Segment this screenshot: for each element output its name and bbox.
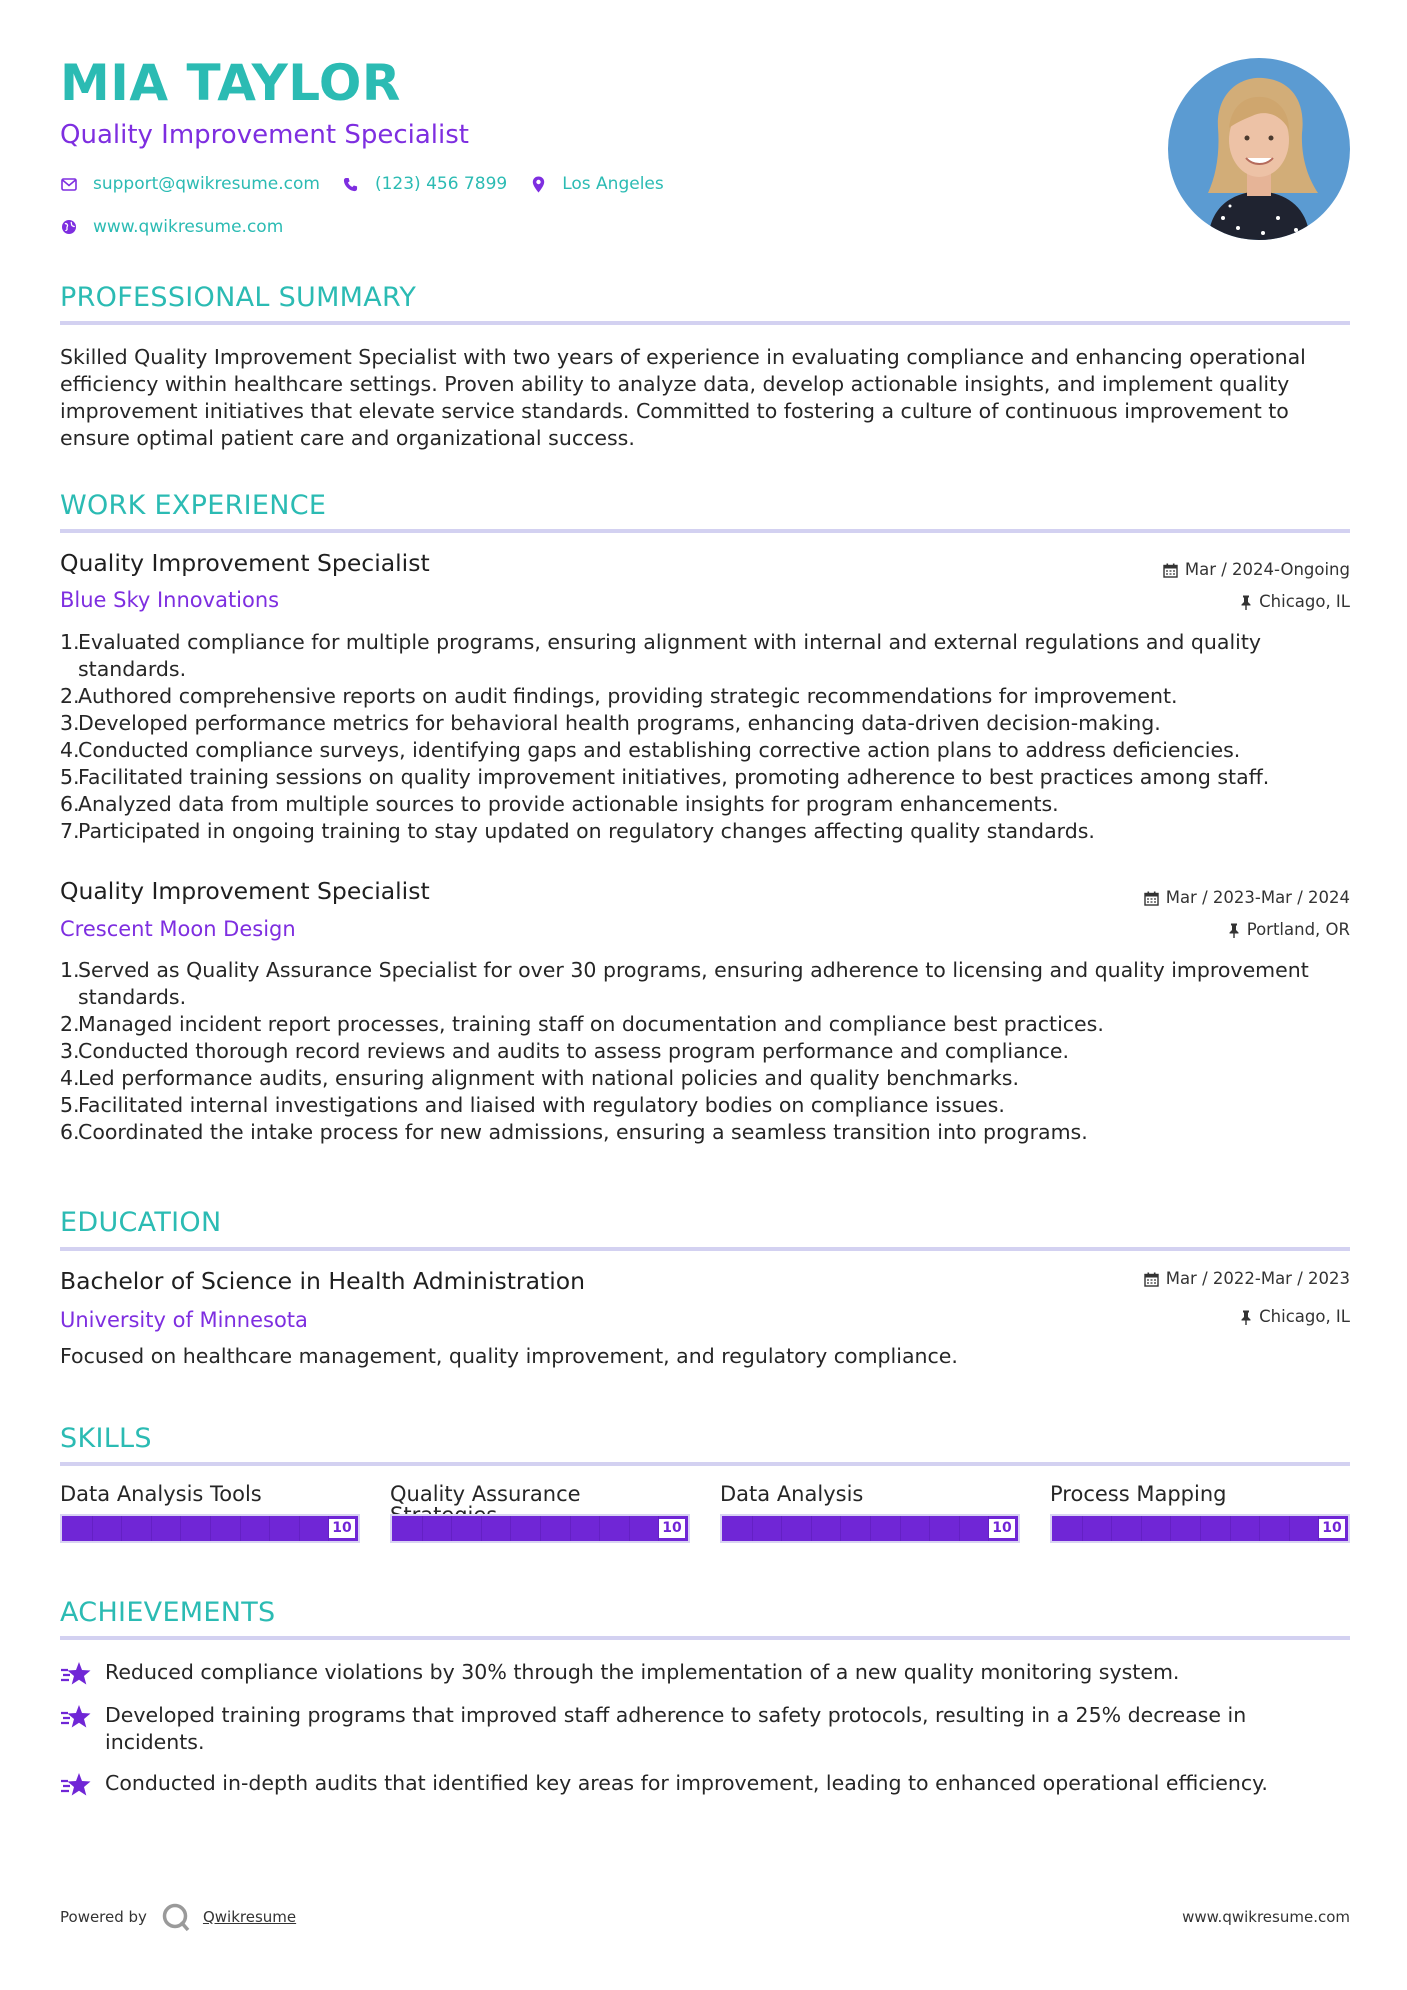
job-bullet (60, 683, 1350, 710)
bullet-text: Participated in ongoing training to stay updated on regulatory changes affecting quality standards. (78, 819, 1095, 843)
job-bullet (60, 737, 1350, 764)
skill-rating: 10 (659, 1519, 685, 1538)
star-icon (60, 1659, 92, 1691)
education-description: Focused on healthcare management, quality improvement, and regulatory compliance. (60, 1344, 958, 1368)
skill-bar-segment (1111, 1516, 1112, 1541)
bullet-text: Facilitated internal investigations and liaised with regulatory bodies on compliance issues. (78, 1093, 1005, 1117)
email-link[interactable]: support@qwikresume.com (93, 173, 320, 194)
bullet-number: 2. (60, 684, 80, 708)
skill-bar-segment (752, 1516, 753, 1541)
skill-bar-segment (92, 1516, 93, 1541)
education-dates (1144, 1271, 1350, 1288)
powered-by-label: Powered by (60, 1908, 147, 1926)
job-bullet (60, 1092, 1350, 1119)
skill-bar-segment (1259, 1516, 1260, 1541)
skill-bar-segment (1230, 1516, 1231, 1541)
job-role: Quality Improvement Specialist (60, 877, 430, 905)
skills-heading: SKILLS (60, 1423, 152, 1454)
skill-rating-bar (390, 1514, 690, 1543)
job-bullet (60, 1119, 1350, 1146)
skills-list (60, 1484, 1350, 1543)
skill-bar-segment (269, 1516, 270, 1541)
bullet-number: 1. (60, 630, 80, 654)
bullet-text: Served as Quality Assurance Specialist for over 30 programs, ensuring adherence to licensing and quality improvement standards. (78, 958, 1309, 1009)
bullet-number: 2. (60, 1012, 80, 1036)
skill-bar-segment (929, 1516, 930, 1541)
skill-label: Data Analysis Tools (60, 1482, 262, 1506)
section-divider (60, 1462, 1350, 1466)
skill-bar-segment (870, 1516, 871, 1541)
achievement-text: Developed training programs that improved staff adherence to safety protocols, resulting in a 25% decrease in incidents. (105, 1703, 1247, 1754)
skill-bar-segment (811, 1516, 812, 1541)
job-location (1240, 594, 1350, 611)
job-company: Blue Sky Innovations (60, 588, 280, 612)
skill-bar-segment (1082, 1516, 1083, 1541)
skill-item (390, 1484, 690, 1543)
bullet-number: 6. (60, 792, 80, 816)
job-bullet (60, 957, 1350, 1011)
job-bullet (60, 710, 1350, 737)
section-divider (60, 1636, 1350, 1640)
skill-rating: 10 (1319, 1519, 1345, 1538)
envelope-icon (60, 175, 78, 193)
location-pin-icon (529, 175, 547, 193)
job-bullet (60, 629, 1350, 683)
skill-bar-segment (510, 1516, 511, 1541)
bullet-number: 1. (60, 958, 80, 982)
bullet-number: 3. (60, 1039, 80, 1063)
skill-label: Quality Assurance (390, 1482, 581, 1506)
contact-row (60, 175, 686, 193)
bullet-text: Evaluated compliance for multiple programs, ensuring alignment with internal and external regulations and quality standards. (78, 630, 1262, 681)
skill-bar-segment (422, 1516, 423, 1541)
skill-bar-segment (1170, 1516, 1171, 1541)
bullet-text: Analyzed data from multiple sources to provide actionable insights for program enhancements. (78, 792, 1059, 816)
job-bullet (60, 818, 1350, 845)
skill-rating-bar (720, 1514, 1020, 1543)
job-location-text: Chicago, IL (1259, 592, 1350, 611)
skill-bar-segment (451, 1516, 452, 1541)
skill-bar-segment (781, 1516, 782, 1541)
section-divider (60, 1247, 1350, 1251)
skill-label: Process Mapping (1050, 1482, 1227, 1506)
job-location-text: Portland, OR (1246, 920, 1350, 939)
skill-label: Data Analysis (720, 1482, 864, 1506)
job-bullet (60, 764, 1350, 791)
location-text: Los Angeles (562, 173, 664, 194)
achievements-heading: ACHIEVEMENTS (60, 1597, 276, 1628)
skill-bar-segment (629, 1516, 630, 1541)
achievement-text: Reduced compliance violations by 30% through the implementation of a new quality monitoring system. (105, 1660, 1180, 1684)
phone-icon (342, 175, 360, 193)
skill-bar-segment (151, 1516, 152, 1541)
skill-bar-segment (240, 1516, 241, 1541)
skill-bar-segment (540, 1516, 541, 1541)
pushpin-icon (1228, 923, 1240, 938)
skill-bar-segment (900, 1516, 901, 1541)
qwikresume-brand-link[interactable]: Qwikresume (202, 1908, 297, 1926)
school-name: University of Minnesota (60, 1308, 308, 1332)
achievement-item (60, 1659, 1350, 1691)
skill-bar-segment (1141, 1516, 1142, 1541)
job-location (1228, 922, 1350, 939)
footer-website-link[interactable]: www.qwikresume.com (1182, 1908, 1350, 1926)
bullet-text: Conducted thorough record reviews and audits to assess program performance and compliance. (78, 1039, 1070, 1063)
bullet-number: 7. (60, 819, 80, 843)
job-bullets (60, 629, 1350, 845)
footer-powered-by (60, 1902, 296, 1932)
skill-bar-segment (299, 1516, 300, 1541)
bullet-number: 5. (60, 765, 80, 789)
bullet-number: 4. (60, 1066, 80, 1090)
section-divider (60, 529, 1350, 533)
skill-bar-segment (959, 1516, 960, 1541)
bullet-text: Managed incident report processes, training staff on documentation and compliance best practices. (78, 1012, 1104, 1036)
star-icon (60, 1702, 92, 1756)
job-dates (1163, 562, 1350, 579)
bullet-text: Coordinated the intake process for new admissions, ensuring a seamless transition into programs. (78, 1120, 1088, 1144)
job-company: Crescent Moon Design (60, 917, 296, 941)
job-bullet (60, 1038, 1350, 1065)
candidate-name: MIA TAYLOR (60, 54, 401, 112)
website-row (60, 218, 305, 236)
experience-heading: WORK EXPERIENCE (60, 490, 327, 521)
education-location (1240, 1309, 1350, 1326)
achievement-text: Conducted in-depth audits that identified key areas for improvement, leading to enhanced operational efficiency. (105, 1771, 1268, 1795)
achievement-item (60, 1702, 1350, 1756)
bullet-text: Developed performance metrics for behavioral health programs, enhancing data-driven decision-making. (78, 711, 1161, 735)
skill-item (720, 1484, 1020, 1543)
pushpin-icon (1240, 1310, 1252, 1325)
pushpin-icon (1240, 595, 1252, 610)
job-bullet (60, 1065, 1350, 1092)
bullet-number: 6. (60, 1120, 80, 1144)
education-dates-text: Mar / 2022-Mar / 2023 (1165, 1269, 1350, 1288)
summary-text: Skilled Quality Improvement Specialist with two years of experience in evaluating compliance and enhancing operational efficiency within healthcare settings. Proven ability to analyze data, develop actionable insights, and implement quality improvement initiatives that elevate service standards. Committed to fostering a culture of continuous improvement to ensure optimal patient care and organizational success. (60, 345, 1306, 450)
skill-bar-segment (570, 1516, 571, 1541)
job-bullet (60, 791, 1350, 818)
bullet-number: 5. (60, 1093, 80, 1117)
bullet-text: Led performance audits, ensuring alignment with national policies and quality benchmarks. (78, 1066, 1019, 1090)
globe-icon (60, 218, 78, 236)
education-heading: EDUCATION (60, 1207, 222, 1238)
job-dates (1144, 890, 1350, 907)
skill-bar-segment (1289, 1516, 1290, 1541)
calendar-icon (1144, 891, 1159, 906)
job-bullet (60, 1011, 1350, 1038)
calendar-icon (1144, 1272, 1159, 1287)
qwikresume-logo-icon (161, 1902, 191, 1932)
bullet-text: Authored comprehensive reports on audit findings, providing strategic recommendations for improvement. (78, 684, 1178, 708)
skill-item (60, 1484, 360, 1543)
skill-bar-segment (121, 1516, 122, 1541)
bullet-text: Conducted compliance surveys, identifying gaps and establishing corrective action plans to address deficiencies. (78, 738, 1241, 762)
job-bullets (60, 957, 1350, 1146)
skill-bar-segment (840, 1516, 841, 1541)
website-link[interactable]: www.qwikresume.com (93, 216, 284, 237)
bullet-number: 3. (60, 711, 80, 735)
skill-rating-bar (1050, 1514, 1350, 1543)
summary-heading: PROFESSIONAL SUMMARY (60, 282, 417, 313)
achievement-item (60, 1770, 1350, 1802)
skill-bar-segment (1200, 1516, 1201, 1541)
profile-photo (1168, 58, 1350, 240)
skill-item (1050, 1484, 1350, 1543)
phone-number[interactable]: (123) 456 7899 (374, 173, 508, 194)
skill-bar-segment (481, 1516, 482, 1541)
skill-rating: 10 (329, 1519, 355, 1538)
bullet-number: 4. (60, 738, 80, 762)
calendar-icon (1163, 563, 1178, 578)
degree-title: Bachelor of Science in Health Administration (60, 1267, 586, 1295)
job-dates-text: Mar / 2023-Mar / 2024 (1165, 888, 1350, 907)
skill-rating: 10 (989, 1519, 1015, 1538)
job-dates-text: Mar / 2024-Ongoing (1184, 560, 1350, 579)
skill-bar-segment (599, 1516, 600, 1541)
star-icon (60, 1770, 92, 1802)
education-location-text: Chicago, IL (1259, 1307, 1350, 1326)
section-divider (60, 321, 1350, 325)
skill-bar-segment (180, 1516, 181, 1541)
bullet-text: Facilitated training sessions on quality improvement initiatives, promoting adherence to best practices among staff. (78, 765, 1270, 789)
skill-rating-bar (60, 1514, 360, 1543)
candidate-title: Quality Improvement Specialist (60, 120, 469, 150)
job-role: Quality Improvement Specialist (60, 549, 430, 577)
skill-bar-segment (210, 1516, 211, 1541)
